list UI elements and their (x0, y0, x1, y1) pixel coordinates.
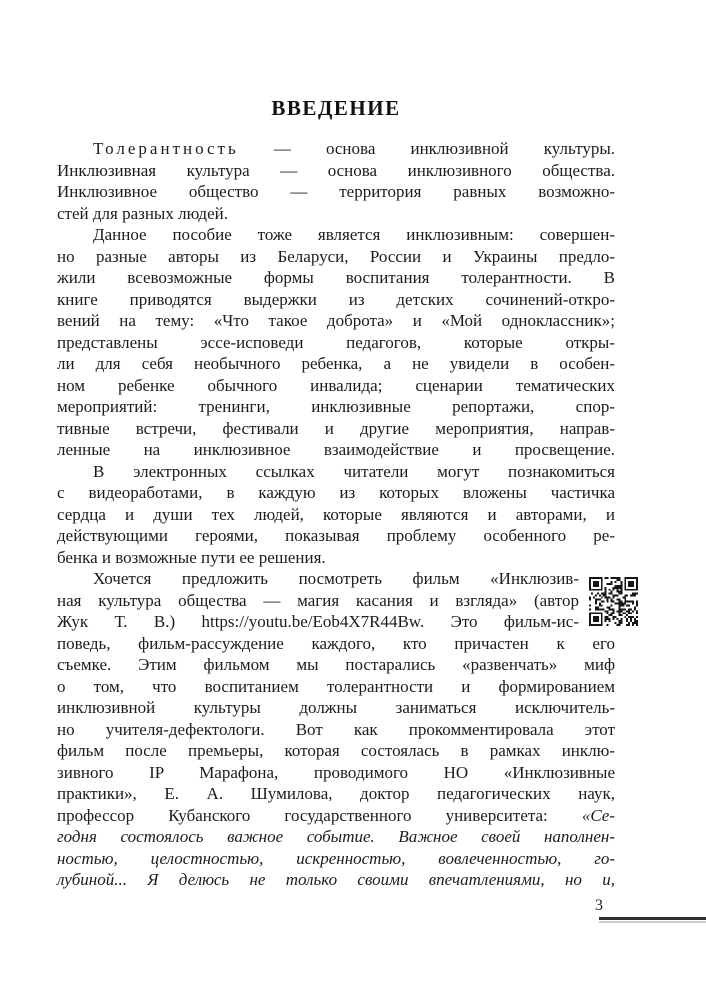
page-number: 3 (595, 897, 603, 914)
text-line (57, 224, 615, 246)
qr-code (589, 577, 638, 626)
text-line (57, 246, 615, 268)
text-segment: зивного IP Марафона, проводимого НО «Инклюзивные (57, 762, 615, 782)
text-segment: с видеоработами, в каждую из которых вложены частичка (57, 483, 615, 502)
text-segment: инклюзивной культуры должны заниматься исключитель- (57, 698, 615, 717)
text-segment: Данное пособие тоже является инклюзивным: совершен- (93, 225, 615, 244)
text-segment: годня состоялось важное событие. Важное своей наполнен- (57, 827, 615, 846)
text-line (57, 138, 615, 160)
text-line (57, 418, 615, 440)
text-line (57, 740, 615, 762)
text-line (57, 310, 615, 332)
text-segment: Инклюзивная культура — основа инклюзивного общества. (57, 160, 615, 180)
footer-rule-light (599, 921, 706, 923)
text-line (57, 590, 579, 612)
text-line (57, 826, 615, 848)
text-line (57, 203, 615, 225)
text-line (57, 611, 579, 633)
text-segment: «Се- (581, 805, 615, 825)
text-segment: бенка и возможные пути ее решения. (57, 547, 326, 567)
text-line (57, 869, 615, 891)
text-segment: сердца и души тех людей, которые являются и авторами, и (57, 504, 615, 524)
text-segment: тивные встречи, фестивали и другие мероприятия, направ- (57, 418, 615, 438)
text-line (57, 289, 615, 311)
text-segment: ном ребенке обычного инвалида; сценарии тематических (57, 375, 615, 395)
text-line (57, 525, 615, 547)
text-line (57, 332, 615, 354)
text-line (57, 160, 615, 182)
text-line (57, 697, 615, 719)
text-segment: Инклюзивное общество — территория равных возможно- (57, 182, 615, 201)
text-line (57, 439, 615, 461)
text-segment: но учителя-дефектологи. Вот как прокомментировала этот (57, 719, 615, 739)
text-segment: лубиной... Я делюсь не только своими впечатлениями, но и, (57, 870, 615, 889)
text-segment: фильм после премьеры, которая состоялась в рамках инклю- (57, 741, 615, 760)
text-segment: профессор Кубанского государственного университета: (57, 805, 582, 825)
text-line (57, 353, 615, 375)
text-segment: В электронных ссылках читатели могут познакомиться (93, 461, 615, 481)
text-segment: жили всевозможные формы воспитания толерантности. В (57, 268, 615, 287)
text-segment: практики», Е. А. Шумилова, доктор педагогических наук, (57, 784, 615, 803)
text-segment: съемке. Этим фильмом мы постарались «развенчать» миф (57, 655, 615, 674)
text-line (57, 719, 615, 741)
text-segment: ная культура общества — магия касания и взгляда» (автор (57, 590, 579, 610)
footer-rule-dark (599, 917, 706, 920)
text-segment: поведь, фильм-рассуждение каждого, кто причастен к его (57, 633, 615, 653)
text-line (57, 267, 615, 289)
text-line (57, 654, 615, 676)
text-segment: Жук Т. В.) https://youtu.be/Eob4X7R44Bw. Это фильм-ис- (57, 612, 579, 631)
text-segment: Хочется предложить посмотреть фильм «Инклюзив- (93, 569, 579, 588)
text-line (57, 181, 615, 203)
text-line (57, 676, 615, 698)
page-title: ВВЕДЕНИЕ (271, 96, 401, 120)
text-segment: ностью, целостностью, искренностью, вовлеченностью, го- (57, 848, 615, 868)
text-line (57, 805, 615, 827)
text-line (57, 504, 615, 526)
text-segment: книге приводятся выдержки из детских сочинений-откро- (57, 289, 615, 309)
text-segment: о том, что воспитанием толерантности и формированием (57, 676, 615, 696)
body-text (57, 138, 615, 891)
text-segment: мероприятий: тренинги, инклюзивные репортажи, спор- (57, 397, 615, 416)
text-segment: действующими героями, показывая проблему особенного ре- (57, 526, 615, 545)
text-line (57, 848, 615, 870)
text-segment: — основа инклюзивной культуры. (238, 139, 615, 158)
text-line (57, 461, 615, 483)
text-line (57, 482, 615, 504)
text-line (57, 396, 615, 418)
text-segment: но разные авторы из Беларуси, России и Украины предло- (57, 246, 615, 266)
text-segment: ленные на инклюзивное взаимодействие и просвещение. (57, 440, 615, 459)
text-line (57, 783, 615, 805)
text-line (57, 633, 615, 655)
text-segment: Толерантность (93, 139, 239, 158)
text-segment: вений на тему: «Что такое доброта» и «Мой одноклассник»; (57, 311, 615, 330)
text-line (57, 547, 615, 569)
text-line (57, 375, 615, 397)
text-line (57, 568, 579, 590)
text-segment: представлены эссе-исповеди педагогов, которые откры- (57, 332, 615, 352)
text-segment: стей для разных людей. (57, 203, 228, 223)
text-line (57, 762, 615, 784)
text-segment: ли для себя необычного ребенка, а не увидели в особен- (57, 354, 615, 373)
